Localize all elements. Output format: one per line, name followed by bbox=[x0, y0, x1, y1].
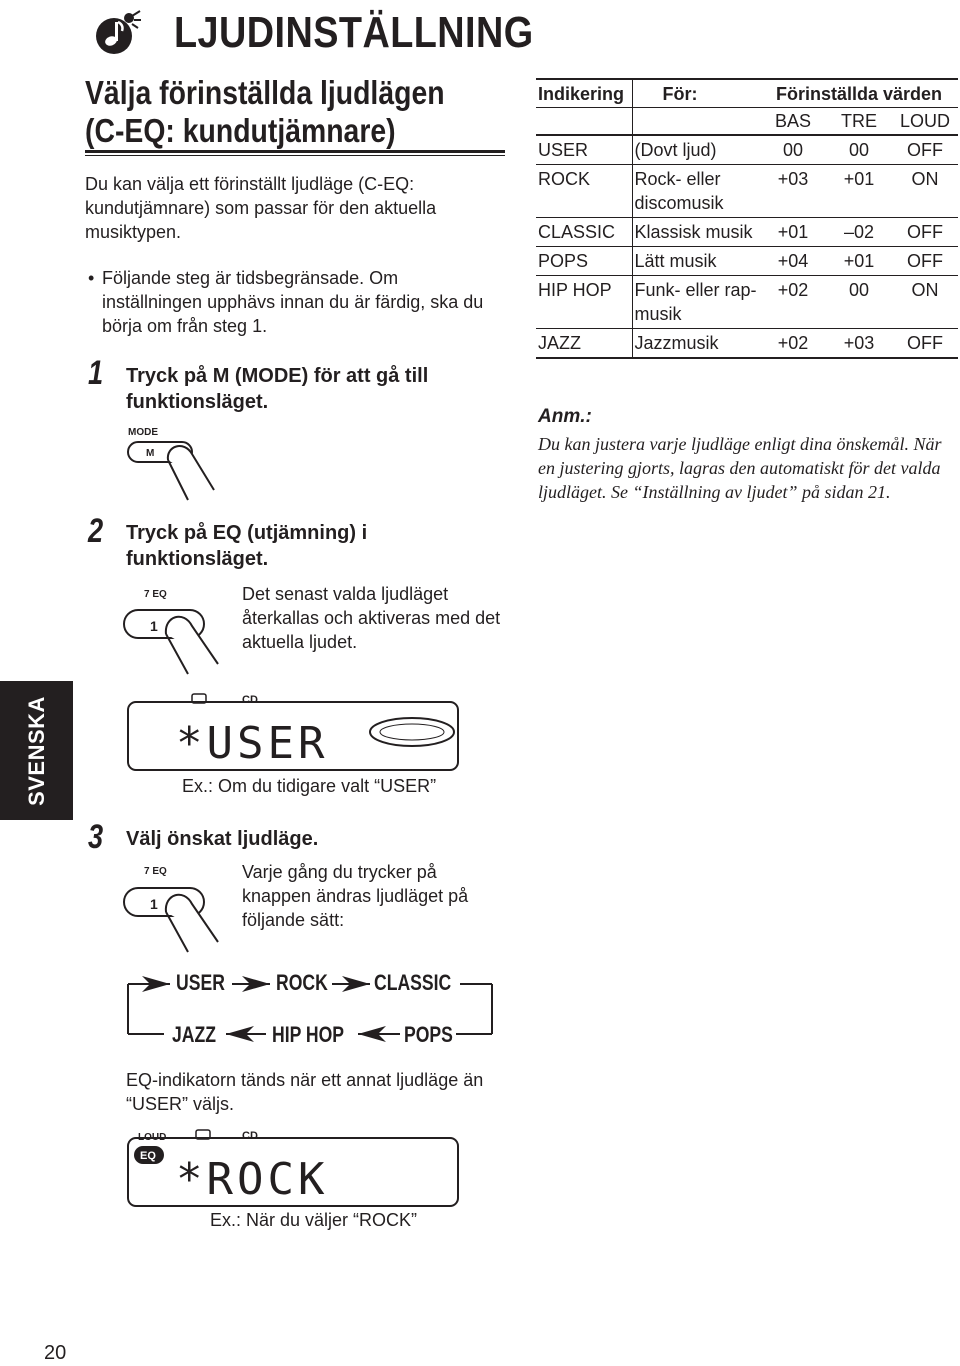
step-2-note: Det senast valda ljudläget återkallas och aktiveras med det aktuella ljudet. bbox=[242, 584, 501, 652]
eq-indicator-note: EQ-indikatorn tänds när ett annat ljudläge än “USER” väljs. bbox=[126, 1070, 484, 1114]
cell-bas: +02 bbox=[760, 329, 826, 359]
step-2-number: 2 bbox=[88, 512, 104, 550]
cell-bas: +02 bbox=[760, 276, 826, 329]
step-2-text: Tryck på EQ (utjämning) i funktionsläget. bbox=[126, 522, 368, 570]
cell-loud: OFF bbox=[892, 329, 958, 359]
cell-for: Funk- eller rap-musik bbox=[632, 276, 760, 329]
page-title: LJUDINSTÄLLNING bbox=[174, 8, 534, 57]
cell-loud: ON bbox=[892, 165, 958, 218]
table-row bbox=[536, 247, 958, 276]
note-title: Anm.: bbox=[538, 406, 592, 427]
cell-bas: 00 bbox=[760, 135, 826, 165]
page-number: 20 bbox=[44, 1342, 67, 1364]
header-values: Förinställda värden bbox=[760, 79, 958, 108]
subheader-loud: LOUD bbox=[892, 108, 958, 136]
cell-for: (Dovt ljud) bbox=[632, 135, 760, 165]
cell-indikering: USER bbox=[536, 135, 632, 165]
subheader-tre: TRE bbox=[826, 108, 892, 136]
header-for: För: bbox=[632, 79, 760, 108]
eq-button-finger-illustration-2 bbox=[122, 882, 232, 954]
cell-tre: +01 bbox=[826, 165, 892, 218]
cell-loud: ON bbox=[892, 276, 958, 329]
cell-loud: OFF bbox=[892, 218, 958, 247]
flow-user: USER bbox=[176, 970, 225, 995]
mode-button-finger-illustration bbox=[126, 440, 236, 510]
cell-indikering: JAZZ bbox=[536, 329, 632, 359]
section-title: Välja förinställda ljudlägen (C-EQ: kundutjämnare) bbox=[85, 74, 445, 149]
note-text: Du kan justera varje ljudläge enligt dina önskemål. När en justering gjorts, lagras den automatiskt för det valda ljudläget. Se “Inställning av ljudet” på sidan 21. bbox=[538, 434, 942, 502]
step-3-note: Varje gång du trycker på knappen ändras ljudläget på följande sätt: bbox=[242, 862, 469, 930]
cell-loud: OFF bbox=[892, 247, 958, 276]
cell-tre: 00 bbox=[826, 276, 892, 329]
bullet-text: Följande steg är tidsbegränsade. Om inställningen upphävs innan du är färdig, ska du börja om från steg 1. bbox=[102, 268, 484, 336]
table-row bbox=[536, 135, 958, 165]
cell-tre: +01 bbox=[826, 247, 892, 276]
bullet-note bbox=[88, 266, 498, 338]
loud-indicator: LOUD bbox=[138, 1132, 167, 1143]
table-row bbox=[536, 165, 958, 218]
lcd-text: *USER bbox=[176, 718, 329, 769]
cell-indikering: CLASSIC bbox=[536, 218, 632, 247]
cell-for: Lätt musik bbox=[632, 247, 760, 276]
language-tab bbox=[0, 681, 73, 820]
cell-indikering: POPS bbox=[536, 247, 632, 276]
lcd-text: *ROCK bbox=[176, 1154, 329, 1205]
eq-button-key: 1 bbox=[150, 618, 158, 634]
music-note-icon bbox=[96, 10, 142, 56]
lcd-display-user bbox=[124, 692, 464, 774]
cell-bas: +01 bbox=[760, 218, 826, 247]
cd-indicator: CD bbox=[242, 1130, 258, 1142]
cell-loud: OFF bbox=[892, 135, 958, 165]
step-1-number: 1 bbox=[88, 354, 104, 392]
flow-rock: ROCK bbox=[276, 970, 328, 995]
cell-for: Klassisk musik bbox=[632, 218, 760, 247]
mode-button-key: M bbox=[146, 448, 155, 459]
subheader-bas: BAS bbox=[760, 108, 826, 136]
eq-indicator-label: EQ bbox=[140, 1150, 156, 1162]
cell-indikering: HIP HOP bbox=[536, 276, 632, 329]
cell-tre: +03 bbox=[826, 329, 892, 359]
intro-paragraph: Du kan välja ett förinställt ljudläge (C-EQ: kundutjämnare) som passar för den aktuella musiktypen. bbox=[85, 174, 437, 242]
section-rule-thin bbox=[85, 155, 505, 156]
flow-pops: POPS bbox=[404, 1022, 453, 1047]
lcd-caption-rock: Ex.: När du väljer “ROCK” bbox=[210, 1210, 418, 1230]
flow-hiphop: HIP HOP bbox=[272, 1022, 345, 1047]
cell-for: Rock- eller discomusik bbox=[632, 165, 760, 218]
flow-classic: CLASSIC bbox=[374, 970, 452, 995]
flow-jazz: JAZZ bbox=[172, 1022, 216, 1047]
cell-bas: +03 bbox=[760, 165, 826, 218]
eq-button-label: 7 EQ bbox=[144, 589, 167, 600]
eq-button-key-2: 1 bbox=[150, 896, 158, 912]
step-3-number: 3 bbox=[88, 818, 104, 856]
lcd-caption-user: Ex.: Om du tidigare valt “USER” bbox=[182, 776, 437, 796]
eq-button-finger-illustration bbox=[122, 604, 232, 676]
language-tab-label: SVENSKA bbox=[23, 695, 49, 806]
header-indikering: Indikering bbox=[536, 79, 632, 108]
cell-indikering: ROCK bbox=[536, 165, 632, 218]
table-row bbox=[536, 276, 958, 329]
mode-button-label: MODE bbox=[128, 427, 158, 438]
step-3-text: Välj önskat ljudläge. bbox=[126, 828, 319, 850]
table-row bbox=[536, 329, 958, 359]
table-row bbox=[536, 218, 958, 247]
cell-bas: +04 bbox=[760, 247, 826, 276]
lcd-display-rock bbox=[124, 1128, 464, 1210]
cell-tre: –02 bbox=[826, 218, 892, 247]
section-rule bbox=[85, 150, 505, 153]
cd-indicator: CD bbox=[242, 694, 258, 706]
step-1-text: Tryck på M (MODE) för att gå till funktionsläget. bbox=[126, 365, 429, 413]
eq-button-label-2: 7 EQ bbox=[144, 866, 167, 877]
cell-for: Jazzmusik bbox=[632, 329, 760, 359]
bullet-icon: • bbox=[88, 268, 95, 288]
preset-values-table bbox=[536, 78, 958, 359]
cell-tre: 00 bbox=[826, 135, 892, 165]
